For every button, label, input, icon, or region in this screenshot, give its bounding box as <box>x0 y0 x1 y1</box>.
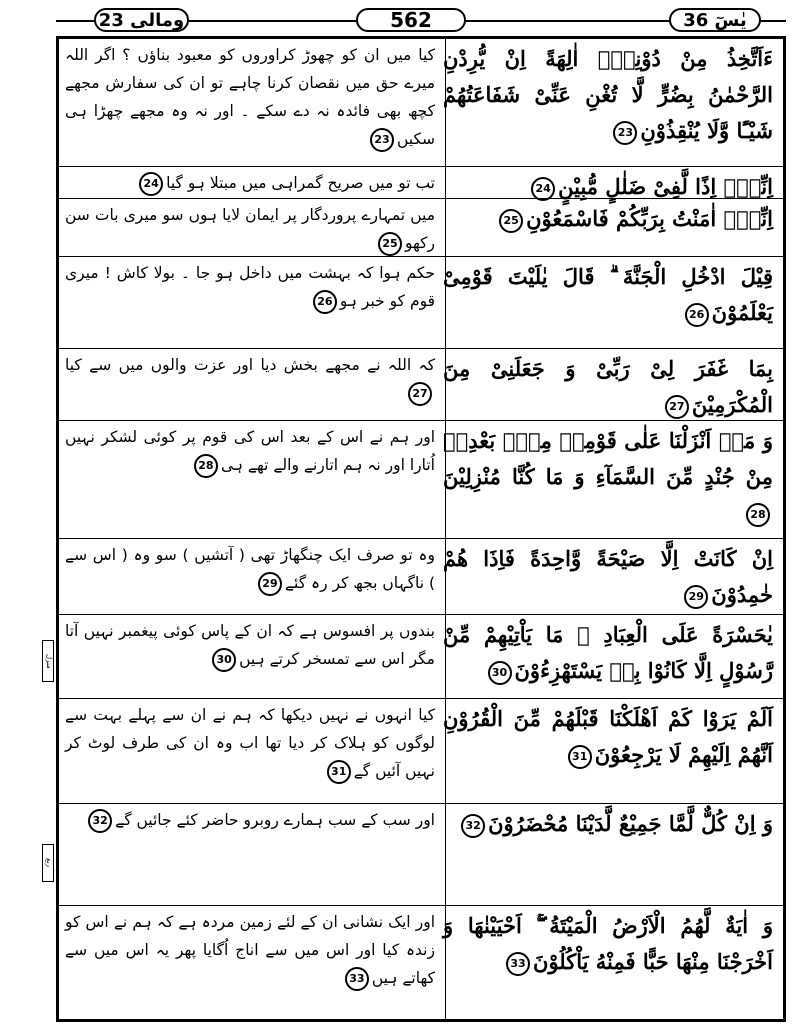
urdu-translation <box>65 259 435 315</box>
surah-label: یٰسٓ 36 <box>669 8 761 32</box>
verse-row <box>59 699 783 804</box>
juz-label: ومالی 23 <box>94 8 189 32</box>
header-rule <box>466 20 669 22</box>
header-rule <box>761 20 786 22</box>
urdu-translation <box>65 617 435 673</box>
arabic-verse <box>443 806 773 842</box>
header-rule <box>189 20 356 22</box>
verse-number-urdu: 24 <box>139 172 163 196</box>
verse-row <box>59 167 783 199</box>
urdu-translation <box>65 541 435 597</box>
arabic-text: ءَاَتَّخِذُ مِنْ دُوْنِهٖۤ اٰلِهَةً اِنْ يُّرِدْنِ الرَّحْمٰنُ بِضُرٍّ لَّا تُغْنِ عَنِّیْ شَفَاعَتُهُمْ شَيْـًٔا وَّلَا يُنْقِذُوْنِ <box>443 46 773 143</box>
urdu-text: میں تمہارے پروردگار پر ایمان لایا ہوں سو میری بات سن رکھو <box>65 206 435 252</box>
arabic-text: اِنِّیْۤ اِذًا لَّفِیْ ضَلٰلٍ مُّبِيْنٍ <box>558 174 773 199</box>
verse-number-arabic: 26 <box>685 303 709 327</box>
verse-number-arabic: 31 <box>568 745 592 769</box>
arabic-text: اِنِّیْۤ اٰمَنْتُ بِرَبِّكُمْ فَاسْمَعُوْنِ <box>526 206 773 231</box>
arabic-verse <box>443 617 773 689</box>
verse-number-arabic: 28 <box>746 503 770 527</box>
verse-row <box>59 906 783 1019</box>
verse-number-urdu: 29 <box>258 572 282 596</box>
verse-row <box>59 539 783 615</box>
arabic-verse <box>443 908 773 980</box>
arabic-verse <box>443 259 773 331</box>
verse-number-urdu: 28 <box>194 454 218 478</box>
urdu-translation <box>65 701 435 785</box>
urdu-text: اور سب کے سب ہمارے روبرو حاضر کئے جائیں گے <box>115 811 435 829</box>
verse-number-arabic: 27 <box>665 395 689 419</box>
arabic-verse <box>443 351 773 423</box>
arabic-text: اِنْ كَانَتْ اِلَّا صَيْحَةً وَّاحِدَةً فَاِذَا هُمْ خٰمِدُوْنَ <box>443 546 773 607</box>
verse-row <box>59 349 783 421</box>
verse-number-urdu: 25 <box>378 232 402 256</box>
verse-number-urdu: 31 <box>327 760 351 784</box>
arabic-text: قِيْلَ ادْخُلِ الْجَنَّةَ ۗ قَالَ يٰلَيْتَ قَوْمِیْ يَعْلَمُوْنَ <box>443 264 773 325</box>
arabic-verse <box>443 701 773 773</box>
verse-number-arabic: 30 <box>488 661 512 685</box>
urdu-text: بندوں پر افسوس ہے کہ ان کے پاس کوئی پیغمبر نہیں آتا مگر اس سے تمسخر کرتے ہیں <box>65 622 435 668</box>
urdu-translation <box>65 351 435 407</box>
verse-number-arabic: 24 <box>531 177 555 201</box>
verse-number-urdu: 23 <box>370 128 394 152</box>
arabic-verse <box>443 201 773 237</box>
arabic-text: وَ مَاۤ اَنْزَلْنَا عَلٰى قَوْمِهٖ مِنْۢ بَعْدِهٖ مِنْ جُنْدٍ مِّنَ السَّمَآءِ وَ مَا كُنَّا مُنْزِلِيْنَ <box>443 428 773 489</box>
arabic-text: وَ اِنْ كُلٌّ لَّمَّا جَمِيْعٌ لَّدَيْنَا مُحْضَرُوْنَ <box>488 811 773 836</box>
header-rule <box>56 20 96 22</box>
urdu-translation <box>65 806 435 834</box>
urdu-translation <box>65 169 435 197</box>
urdu-text: اور ایک نشانی ان کے لئے زمین مردہ ہے کہ ہم نے اس کو زندہ کیا اور اس میں سے اناج اُگایا پھر یہ اس میں سے کھاتے ہیں <box>65 913 435 987</box>
verse-number-arabic: 23 <box>613 121 637 145</box>
verse-number-urdu: 30 <box>212 648 236 672</box>
verse-row <box>59 804 783 906</box>
arabic-verse <box>443 423 773 531</box>
ruku-marker: ربع <box>42 844 54 882</box>
urdu-text: اور ہم نے اس کے بعد اس کی قوم پر کوئی لشکر نہیں اُتارا اور نہ ہم اتارنے والے تھے ہی <box>65 428 435 474</box>
verse-number-arabic: 29 <box>684 585 708 609</box>
arabic-verse <box>443 41 773 149</box>
urdu-translation <box>65 423 435 479</box>
verse-number-urdu: 27 <box>408 382 432 406</box>
urdu-text: کیا میں ان کو چھوڑ کراوروں کو معبود بناؤں ؟ اگر اللہ میرے حق میں نقصان کرنا چاہے تو ان کی سفارش مجھے کچھ بھی فائدہ نہ دے سکے ۔ اور نہ وہ مجھے چھڑا ہی سکیں <box>65 46 435 148</box>
verse-row <box>59 421 783 539</box>
verse-number-urdu: 33 <box>345 967 369 991</box>
urdu-text: وہ تو صرف ایک چنگھاڑ تھی ( آتشیں ) سو وہ ( اس سے ) ناگہاں بجھ کر رہ گئے <box>65 546 435 592</box>
verse-row <box>59 257 783 349</box>
verse-number-urdu: 32 <box>88 809 112 833</box>
verse-number-arabic: 25 <box>499 209 523 233</box>
verse-row <box>59 199 783 257</box>
urdu-text: کہ اللہ نے مجھے بخش دیا اور عزت والوں میں سے کیا <box>65 356 435 374</box>
arabic-text: بِمَا غَفَرَ لِیْ رَبِّیْ وَ جَعَلَنِیْ مِنَ الْمُكْرَمِيْنَ <box>443 356 773 417</box>
verse-row <box>59 615 783 699</box>
urdu-translation <box>65 908 435 992</box>
arabic-verse <box>443 541 773 613</box>
verse-number-urdu: 26 <box>313 290 337 314</box>
urdu-translation <box>65 41 435 153</box>
verse-number-arabic: 32 <box>461 814 485 838</box>
urdu-text: حکم ہوا کہ بہشت میں داخل ہو جا ۔ بولا کاش ! میری قوم کو خبر ہو <box>65 264 435 310</box>
verse-number-arabic: 33 <box>506 952 530 976</box>
urdu-text: کیا انہوں نے نہیں دیکھا کہ ہم نے ان سے پہلے بہت سے لوگوں کو ہلاک کر دیا تھا اب وہ ان کی طرف لوٹ کر نہیں آئیں گے <box>65 706 435 780</box>
urdu-translation <box>65 201 435 257</box>
page-header <box>56 6 786 36</box>
verse-row <box>59 39 783 167</box>
page-number: 562 <box>356 8 466 32</box>
urdu-text: تب تو میں صریح گمراہی میں مبتلا ہو گیا <box>166 174 435 192</box>
manzil-marker: منزل <box>42 640 54 682</box>
arabic-text: اَلَمْ يَرَوْا كَمْ اَهْلَكْنَا قَبْلَهُمْ مِّنَ الْقُرُوْنِ اَنَّهُمْ اِلَيْهِمْ لَا يَرْجِعُوْنَ <box>443 706 773 767</box>
arabic-text: يٰحَسْرَةً عَلَى الْعِبَادِ ۚ مَا يَاْتِيْهِمْ مِّنْ رَّسُوْلٍ اِلَّا كَانُوْا بِهٖ يَسْتَهْزِءُوْنَ <box>443 622 773 683</box>
arabic-text: وَ اٰيَةٌ لَّهُمُ الْاَرْضُ الْمَيْتَةُ ۚۖ اَحْيَيْنٰهَا وَ اَخْرَجْنَا مِنْهَا حَبًّا فَمِنْهُ يَاْكُلُوْنَ <box>443 913 773 974</box>
verse-table <box>59 39 783 1019</box>
